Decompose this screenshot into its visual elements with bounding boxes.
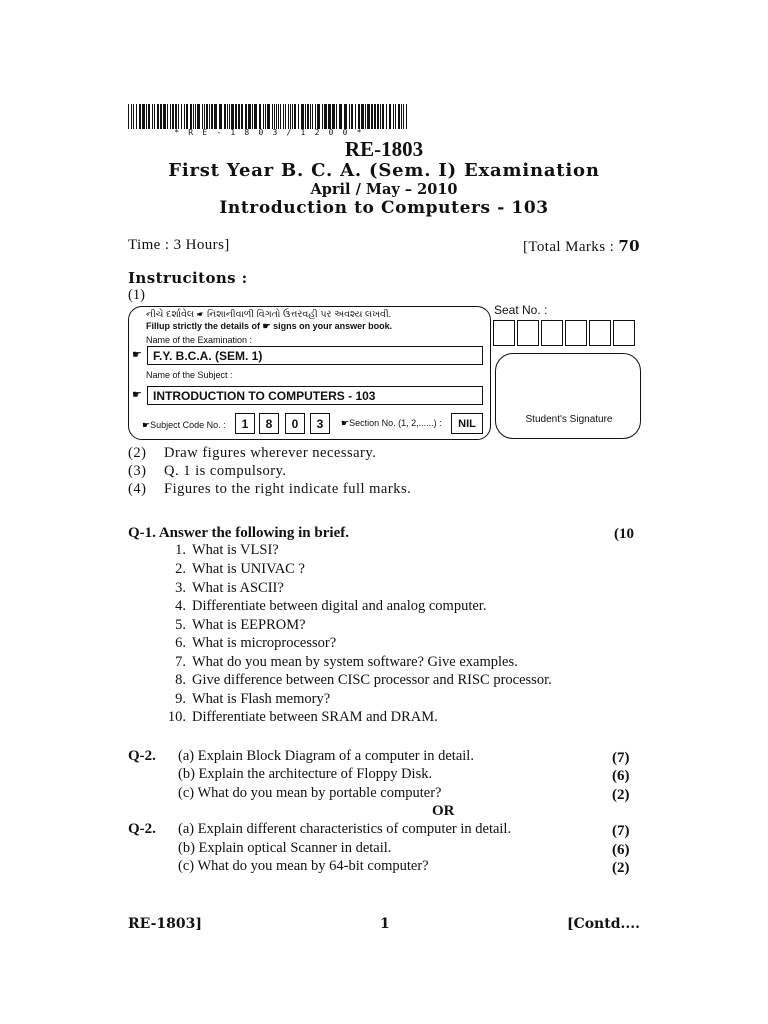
- continued-label: [Contd....: [566, 916, 640, 932]
- barcode-bar: [288, 104, 289, 129]
- barcode-bar: [294, 104, 296, 129]
- barcode-bar: [389, 104, 391, 129]
- section-value: NIL: [451, 413, 483, 434]
- barcode-bar: [202, 104, 203, 129]
- sub-question: (b) Explain the architecture of Floppy Disk.: [178, 766, 433, 782]
- barcode-bar: [184, 104, 185, 129]
- barcode-bar: [380, 104, 381, 129]
- barcode-bar: [265, 104, 266, 129]
- gujarati-instruction: નીચે દર્શાવેલ ☛ નિશાનીવાળી વિગતો ઉત્તરવહી પર અવશ્ય લખવી.: [146, 309, 392, 320]
- question-item: 7. What do you mean by system software? Give examples.: [175, 654, 518, 670]
- barcode-bar: [224, 104, 226, 129]
- barcode-bar: [403, 104, 404, 129]
- barcode-bar: [235, 104, 237, 129]
- barcode-bar: [328, 104, 331, 129]
- instruction-item: (2) Draw figures wherever necessary.: [128, 445, 377, 461]
- barcode-bar: [211, 104, 213, 129]
- barcode-bar: [206, 104, 208, 129]
- barcode-bar: [267, 104, 270, 129]
- barcode-bar: [290, 104, 291, 129]
- barcode-bar: [195, 104, 196, 129]
- seat-digit-box: [589, 320, 611, 346]
- pointing-hand-icon: ☛: [132, 349, 142, 361]
- barcode-bar: [146, 104, 147, 129]
- subject-name-value: INTRODUCTION TO COMPUTERS - 103: [147, 386, 483, 405]
- pointing-hand-icon: ☛: [132, 389, 142, 401]
- barcode-bar: [131, 104, 132, 129]
- exam-name-value: F.Y. B.C.A. (SEM. 1): [147, 346, 483, 365]
- barcode-bar: [276, 104, 277, 129]
- fillup-instruction: Fillup strictly the details of ☛ signs on your answer book.: [146, 321, 393, 331]
- barcode-bar: [355, 104, 356, 129]
- barcode-bar: [259, 104, 261, 129]
- question-1-marks: (10: [614, 526, 634, 542]
- page-number: 1: [380, 916, 390, 932]
- seat-number-boxes: [493, 320, 637, 346]
- total-marks: [523, 237, 640, 256]
- question-1-heading: Q-1. Answer the following in brief.: [128, 525, 349, 541]
- barcode-bar: [245, 104, 247, 129]
- barcode-bar: [344, 104, 347, 129]
- sub-question: (c) What do you mean by portable computer?: [178, 785, 442, 801]
- footer-code: RE-1803]: [128, 916, 202, 932]
- barcode-bar: [365, 104, 366, 129]
- total-marks-value: 70: [618, 237, 640, 255]
- barcode-bar: [336, 104, 337, 129]
- seat-digit-box: [613, 320, 635, 346]
- barcode-bar: [274, 104, 275, 129]
- instruction-item: (3) Q. 1 is compulsory.: [128, 463, 287, 479]
- barcode-caption: * R E - 1 8 0 3 / 1 2 0 0 *: [174, 128, 364, 137]
- barcode-bar: [332, 104, 335, 129]
- exam-date: April / May – 2010: [310, 181, 458, 198]
- barcode-bar: [142, 104, 145, 129]
- barcode-bar: [401, 104, 402, 129]
- barcode-bar: [310, 104, 311, 129]
- barcode-bar: [148, 104, 150, 129]
- exam-title: First Year B. C. A. (Sem. I) Examination: [168, 160, 600, 181]
- barcode-bar: [285, 104, 286, 129]
- barcode-bar: [263, 104, 264, 129]
- barcode-bar: [324, 104, 327, 129]
- subject-code-digit: 8: [259, 413, 279, 434]
- sub-question-marks: (6): [612, 768, 630, 784]
- barcode-bar: [248, 104, 251, 129]
- sub-question-marks: (6): [612, 842, 630, 858]
- barcode-bar: [278, 104, 279, 129]
- seat-digit-box: [517, 320, 539, 346]
- barcode-bar: [241, 104, 243, 129]
- barcode-bar: [190, 104, 192, 129]
- sub-question: (a) Explain Block Diagram of a computer in detail.: [178, 748, 474, 764]
- question-2-label: Q-2.: [128, 748, 156, 764]
- barcode-bar: [152, 104, 153, 129]
- barcode-bar: [361, 104, 364, 129]
- or-separator: OR: [432, 803, 455, 819]
- sub-question-marks: (2): [612, 860, 630, 876]
- question-item: 1. What is VLSI?: [175, 542, 279, 558]
- seat-digit-box: [493, 320, 515, 346]
- barcode-bar: [139, 104, 141, 129]
- question-item: 9. What is Flash memory?: [175, 691, 331, 707]
- barcode-bar: [128, 104, 129, 129]
- barcode-bar: [175, 104, 177, 129]
- sub-question-marks: (7): [612, 823, 630, 839]
- subject-code-label: ☛Subject Code No. :: [142, 420, 226, 430]
- barcode-bar: [280, 104, 281, 129]
- barcode-bar: [298, 104, 299, 129]
- barcode-bar: [317, 104, 320, 129]
- barcode-bar: [227, 104, 228, 129]
- barcode-bar: [393, 104, 394, 129]
- total-marks-label: [Total Marks :: [522, 239, 619, 255]
- barcode-bar: [229, 104, 230, 129]
- subject-title: Introduction to Computers - 103: [219, 198, 549, 218]
- barcode-bar: [252, 104, 253, 129]
- barcode-bar: [406, 104, 407, 129]
- barcode-bar: [322, 104, 323, 129]
- barcode-bar: [358, 104, 360, 129]
- barcode-bar: [272, 104, 273, 129]
- barcode-bar: [186, 104, 188, 129]
- barcode-bar: [163, 104, 166, 129]
- barcode-bar: [181, 104, 182, 129]
- barcode-bar: [349, 104, 350, 129]
- barcode-bar: [209, 104, 210, 129]
- sub-question: (b) Explain optical Scanner in detail.: [178, 840, 392, 856]
- question-item: 6. What is microprocessor?: [175, 635, 337, 651]
- barcode-bar: [395, 104, 396, 129]
- subject-code-digit: 0: [285, 413, 305, 434]
- section-label: ☛Section No. (1, 2,......) :: [341, 418, 442, 428]
- time-allowed: Time : 3 Hours]: [128, 237, 230, 253]
- barcode-bar: [398, 104, 400, 129]
- barcode-bar: [154, 104, 155, 129]
- barcode-bar: [315, 104, 316, 129]
- barcode-bar: [170, 104, 171, 129]
- barcode-bar: [193, 104, 194, 129]
- barcode-bar: [231, 104, 234, 129]
- barcode-bar: [307, 104, 309, 129]
- instruction-item: (4) Figures to the right indicate full marks.: [128, 481, 412, 497]
- barcode-bar: [382, 104, 384, 129]
- barcode-bar: [157, 104, 159, 129]
- seat-digit-box: [565, 320, 587, 346]
- barcode-bar: [136, 104, 137, 129]
- signature-label: Student's Signature: [525, 414, 613, 425]
- instructions-heading: Instrucitons :: [128, 269, 248, 287]
- question-item: 8. Give difference between CISC processor and RISC processor.: [175, 672, 552, 688]
- barcode-bar: [367, 104, 370, 129]
- barcode-bar: [377, 104, 379, 129]
- barcode-bar: [283, 104, 284, 129]
- question-item: 4. Differentiate between digital and analog computer.: [175, 598, 487, 614]
- barcode-bar: [351, 104, 353, 129]
- question-item: 3. What is ASCII?: [175, 580, 284, 596]
- barcode-bar: [254, 104, 257, 129]
- barcode-bar: [172, 104, 174, 129]
- exam-name-label: Name of the Examination :: [146, 335, 253, 345]
- sub-question: (c) What do you mean by 64-bit computer?: [178, 858, 429, 874]
- barcode-bar: [160, 104, 162, 129]
- barcode-bar: [133, 104, 134, 129]
- barcode-bar: [312, 104, 313, 129]
- barcode-bar: [374, 104, 376, 129]
- barcode-bar: [238, 104, 240, 129]
- sub-question: (a) Explain different characteristics of computer in detail.: [178, 821, 512, 837]
- instruction-box: [128, 306, 491, 440]
- exam-code: RE-1803: [344, 137, 424, 161]
- barcode-bar: [219, 104, 222, 129]
- barcode-bar: [305, 104, 306, 129]
- question-item: 10. Differentiate between SRAM and DRAM.: [167, 709, 438, 725]
- question-item: 5. What is EEPROM?: [175, 617, 306, 633]
- subject-name-label: Name of the Subject :: [146, 370, 233, 380]
- signature-box: [495, 353, 641, 439]
- seat-number-label: Seat No. :: [494, 303, 548, 317]
- barcode: [128, 104, 410, 129]
- instruction-1-number: (1): [128, 287, 145, 303]
- question-2-label: Q-2.: [128, 821, 156, 837]
- barcode-bar: [371, 104, 373, 129]
- barcode-bar: [167, 104, 168, 129]
- barcode-bar: [292, 104, 293, 129]
- barcode-bar: [339, 104, 342, 129]
- barcode-bar: [178, 104, 179, 129]
- subject-code-digit: 1: [235, 413, 255, 434]
- barcode-bar: [214, 104, 217, 129]
- barcode-bar: [386, 104, 387, 129]
- barcode-bar: [197, 104, 200, 129]
- sub-question-marks: (2): [612, 787, 630, 803]
- sub-question-marks: (7): [612, 750, 630, 766]
- seat-digit-box: [541, 320, 563, 346]
- question-item: 2. What is UNIVAC ?: [175, 561, 305, 577]
- barcode-bar: [301, 104, 304, 129]
- subject-code-digit: 3: [310, 413, 330, 434]
- barcode-bar: [204, 104, 205, 129]
